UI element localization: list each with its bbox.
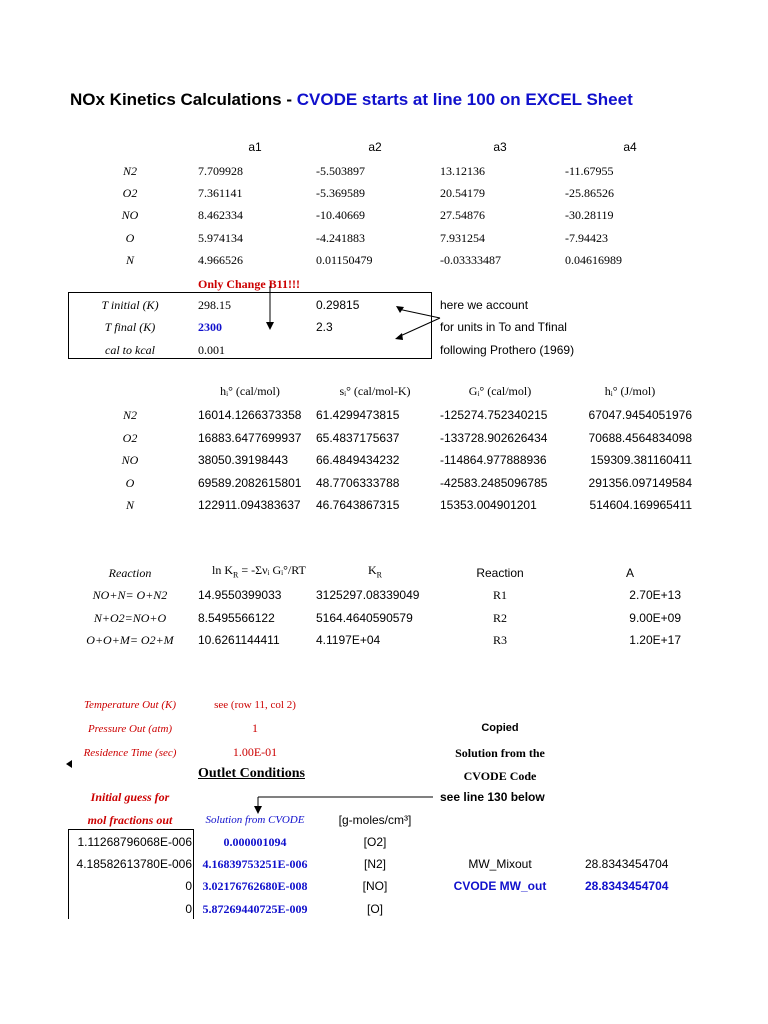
coef-cell: 0.04616989 <box>565 253 622 267</box>
solution-cell: 5.87269440725E-009 <box>202 902 308 916</box>
reaction-header: Reaction <box>108 566 152 580</box>
species-cell: [N2] <box>363 857 386 871</box>
species-cell: [O] <box>366 902 383 916</box>
condition-label: Residence Time (sec) <box>83 747 177 759</box>
guess-cell[interactable]: 4.18582613780E-006 <box>76 857 192 871</box>
coef-cell: 0.01150479 <box>316 253 373 267</box>
thermo-species: O2 <box>122 431 138 445</box>
thermo-cell: 38050.39198443 <box>198 453 289 467</box>
solution-header: Solution from CVODE <box>205 814 305 826</box>
coef-cell: -5.369589 <box>316 186 365 200</box>
thermo-cell: 61.4299473815 <box>316 408 400 422</box>
reaction-eq: NO+N= O+N2 <box>92 588 168 602</box>
param-label: T initial (K) <box>101 298 159 312</box>
condition-value: see (row 11, col 2) <box>214 699 296 711</box>
species-cell: [NO] <box>362 879 388 893</box>
reaction-k: 4.1197E+04 <box>316 633 381 647</box>
reaction-lnk: 8.5495566122 <box>198 611 275 625</box>
copied-note-line: Solution from the <box>455 746 545 760</box>
thermo-cell: 70688.4564834098 <box>588 431 692 445</box>
condition-label: Pressure Out (atm) <box>87 723 173 735</box>
k-header: $K_R$ <box>368 563 383 580</box>
outlet-divider <box>193 829 194 919</box>
thermo-cell: 65.4837175637 <box>316 431 400 445</box>
reaction-k: 5164.4640590579 <box>316 611 413 625</box>
coef-header-a3: a3 <box>493 140 507 154</box>
solution-cell: 4.16839753251E-006 <box>202 857 308 871</box>
guess-cell[interactable]: 0 <box>185 879 192 893</box>
coef-cell: 8.462334 <box>198 208 243 222</box>
only-change-note: Only Change B11!!! <box>198 277 301 291</box>
coef-cell: -30.28119 <box>565 208 614 222</box>
thermo-cell: 122911.094383637 <box>198 498 301 512</box>
thermo-species: N <box>125 498 134 512</box>
guess-cell[interactable]: 1.11268796068E-006 <box>77 835 192 849</box>
thermo-cell: 16883.6477699937 <box>198 431 302 445</box>
thermo-cell: 159309.381160411 <box>590 453 692 467</box>
coef-cell: 7.709928 <box>198 164 243 178</box>
mw-label: CVODE MW_out <box>453 879 547 893</box>
coef-species: O <box>125 231 135 245</box>
coef-species: NO <box>121 208 139 222</box>
see-line-note: see line 130 below <box>440 790 545 804</box>
thermo-species: O <box>125 476 135 490</box>
title-highlight: CVODE starts at line 100 on EXCEL Sheet <box>296 90 633 109</box>
reaction-name: R3 <box>492 633 507 647</box>
thermo-cell: 69589.2082615801 <box>198 476 302 490</box>
thermo-cell: 46.7643867315 <box>316 498 400 512</box>
outlet-title: Outlet Conditions <box>198 766 305 781</box>
reaction2-header: Reaction <box>476 566 524 580</box>
param-note: here we account <box>440 298 529 312</box>
reaction-k: 3125297.08339049 <box>316 588 420 602</box>
thermo-species: N2 <box>122 408 137 422</box>
guess-label: mol fractions out <box>87 813 173 827</box>
param-value: 298.15 <box>198 298 231 312</box>
param-value2: 0.29815 <box>316 298 360 312</box>
outlet-divider <box>68 829 194 830</box>
lnk-header: $\ln K_R$ = -Σνᵢ Gᵢ°/RT <box>212 563 306 580</box>
thermo-cell: 16014.1266373358 <box>198 408 302 422</box>
solution-cell: 0.000001094 <box>223 835 287 849</box>
coef-cell: -11.67955 <box>565 164 614 178</box>
coef-header-a4: a4 <box>623 140 637 154</box>
param-note: following Prothero (1969) <box>440 343 575 357</box>
thermo-header: hᵢ° (cal/mol) <box>220 384 280 398</box>
condition-value: 1.00E-01 <box>232 745 278 759</box>
coef-cell: -0.03333487 <box>440 253 501 267</box>
param-note: for units in To and Tfinal <box>440 320 567 334</box>
thermo-cell: -114864.977888936 <box>440 453 547 467</box>
coef-species: O2 <box>122 186 138 200</box>
coef-cell: 27.54876 <box>440 208 485 222</box>
coef-cell: -5.503897 <box>316 164 365 178</box>
a-header: A <box>625 566 634 580</box>
thermo-cell: -125274.752340215 <box>440 408 548 422</box>
reaction-a: 9.00E+09 <box>629 611 681 625</box>
thermo-species: NO <box>121 453 139 467</box>
mw-label: MW_Mixout <box>468 857 532 871</box>
species-cell: [O2] <box>363 835 387 849</box>
title-main: NOx Kinetics Calculations - <box>70 90 297 109</box>
coef-cell: -25.86526 <box>565 186 614 200</box>
condition-label: Temperature Out (K) <box>83 699 177 711</box>
coef-cell: 4.966526 <box>198 253 243 267</box>
param-value: 0.001 <box>198 343 225 357</box>
coef-cell: 20.54179 <box>440 186 485 200</box>
coef-header-a2: a2 <box>368 140 382 154</box>
param-value2: 2.3 <box>316 320 333 334</box>
thermo-cell: 67047.9454051976 <box>588 408 692 422</box>
copied-note-line: CVODE Code <box>463 769 537 783</box>
coef-cell: 7.361141 <box>198 186 243 200</box>
tfinal-input[interactable]: 2300 <box>198 320 222 334</box>
reaction-a: 2.70E+13 <box>629 588 681 602</box>
reaction-name: R1 <box>492 588 507 602</box>
coef-cell: 5.974134 <box>198 231 243 245</box>
param-label: T final (K) <box>104 320 156 334</box>
coef-header-a1: a1 <box>248 140 262 154</box>
thermo-cell: 291356.097149584 <box>588 476 692 490</box>
thermo-cell: 66.4849434232 <box>316 453 400 467</box>
units-header: [g-moles/cm³] <box>338 813 412 827</box>
coef-species: N <box>125 253 134 267</box>
mw-value: 28.8343454704 <box>585 857 669 871</box>
thermo-cell: -42583.2485096785 <box>440 476 548 490</box>
reaction-a: 1.20E+17 <box>629 633 681 647</box>
coef-cell: -10.40669 <box>316 208 365 222</box>
reaction-lnk: 14.9550399033 <box>198 588 282 602</box>
coef-cell: 7.931254 <box>440 231 485 245</box>
thermo-header: sᵢ° (cal/mol-K) <box>339 384 411 398</box>
reaction-eq: O+O+M= O2+M <box>86 633 174 647</box>
coef-cell: -4.241883 <box>316 231 365 245</box>
solution-cell: 3.02176762680E-008 <box>202 879 308 893</box>
coef-cell: -7.94423 <box>565 231 608 245</box>
condition-value: 1 <box>252 721 258 735</box>
thermo-header: hᵢ° (J/mol) <box>604 384 656 398</box>
reaction-name: R2 <box>492 611 507 625</box>
param-label: cal to kcal <box>105 343 155 357</box>
thermo-cell: 48.7706333788 <box>316 476 400 490</box>
thermo-cell: 514604.169965411 <box>589 498 692 512</box>
copied-note-line: Copied <box>481 722 519 734</box>
thermo-header: Gᵢ° (cal/mol) <box>468 384 532 398</box>
guess-label: Initial guess for <box>90 790 170 804</box>
coef-species: N2 <box>122 164 137 178</box>
reaction-eq: N+O2=NO+O <box>93 611 167 625</box>
reaction-lnk: 10.6261144411 <box>198 633 280 647</box>
guess-cell[interactable]: 0 <box>185 902 192 916</box>
thermo-cell: 15353.004901201 <box>440 498 537 512</box>
thermo-cell: -133728.902626434 <box>440 431 548 445</box>
coef-cell: 13.12136 <box>440 164 485 178</box>
mw-value: 28.8343454704 <box>585 879 669 893</box>
